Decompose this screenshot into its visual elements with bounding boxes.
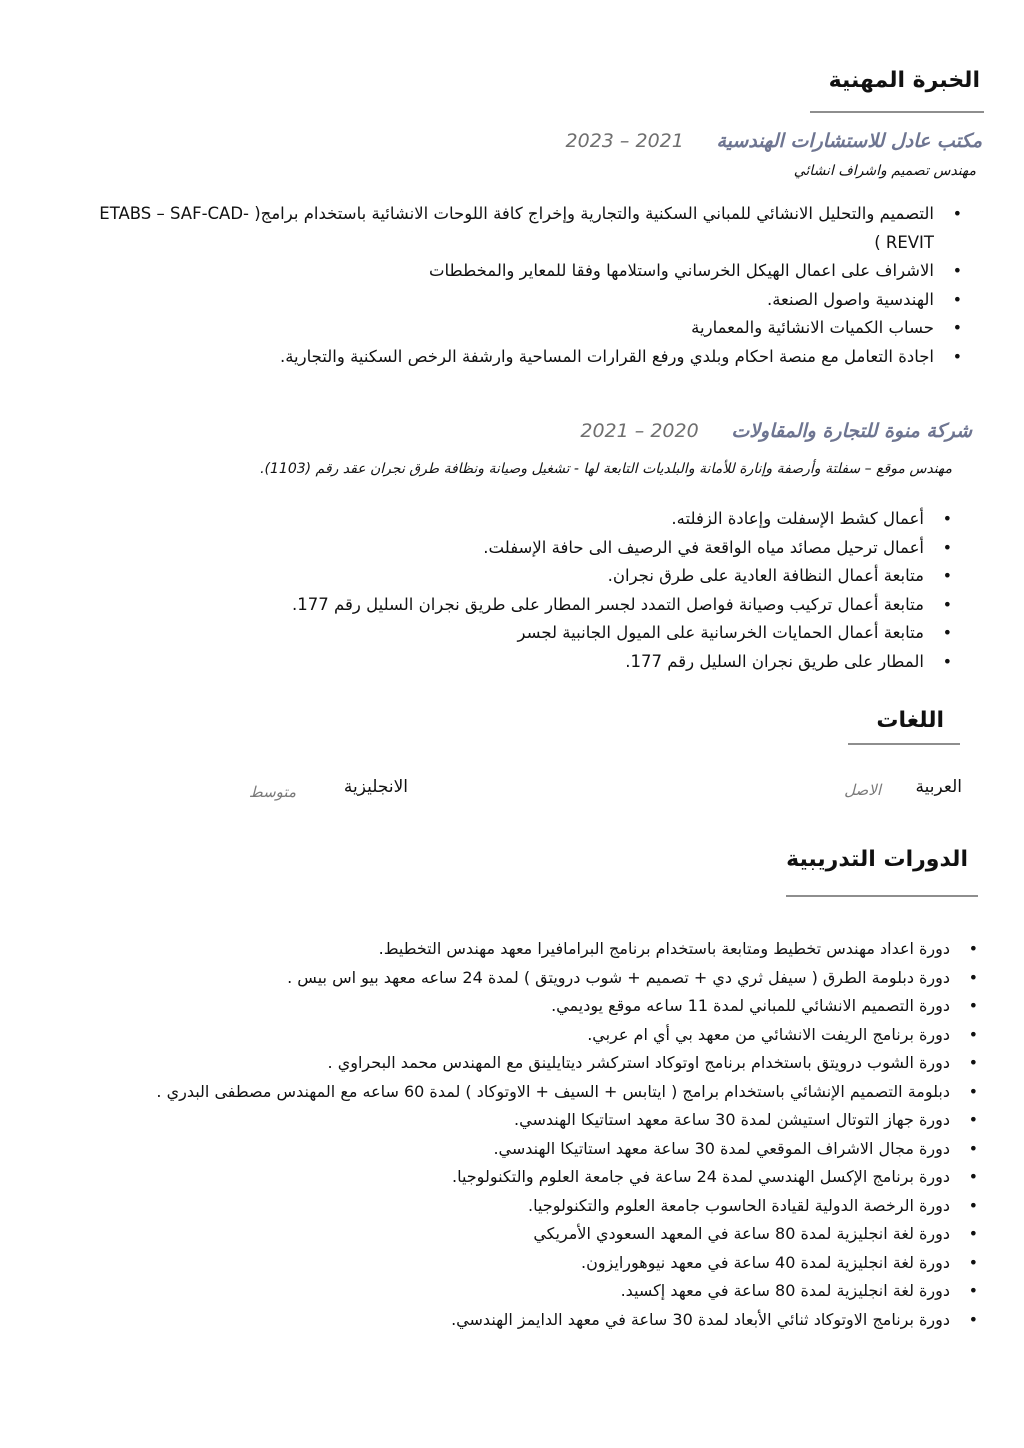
experience-heading-rule <box>810 111 984 113</box>
language-arabic: العربية <box>915 777 962 797</box>
list-item: • دورة الشوب درويتق باستخدام برنامج اوتوكاد استركشر ديتايلينق مع المهندس محمد البحراوي . <box>74 1049 984 1078</box>
job-2-header <box>580 420 972 442</box>
list-item: • التصميم والتحليل الانشائي للمباني السكنية والتجارية وإخراج كافة اللوحات الانشائية باستخدام برامج( ETABS – SAF-CAD-REVIT ) <box>58 200 968 257</box>
list-item: • حساب الكميات الانشائية والمعمارية <box>58 314 968 343</box>
list-item: • دورة برنامج الاوتوكاد ثنائي الأبعاد لمدة 30 ساعة في معهد الدايمز الهندسي. <box>74 1306 984 1335</box>
list-item: • دورة لغة انجليزية لمدة 80 ساعة في معهد إكسيد. <box>74 1277 984 1306</box>
list-item: • دورة اعداد مهندس تخطيط ومتابعة باستخدام برنامج البرامافيرا معهد مهندس التخطيط. <box>74 935 984 964</box>
language-arabic-level: الاصل <box>844 781 881 799</box>
courses-list <box>74 935 984 1334</box>
list-item: • دورة مجال الاشراف الموقعي لمدة 30 ساعة معهد استاتيكا الهندسي. <box>74 1135 984 1164</box>
courses-heading-rule <box>786 895 978 897</box>
job-1-role: مهندس تصميم واشراف انشائي <box>793 163 976 179</box>
list-item: • دورة لغة انجليزية لمدة 80 ساعة في المعهد السعودي الأمريكي <box>74 1220 984 1249</box>
job-2-dates: 2020 – 2021 <box>580 420 699 442</box>
list-item: • الاشراف على اعمال الهيكل الخرساني واستلامها وفقا للمعاير والمخططات <box>58 257 968 286</box>
experience-heading: الخبرة المهنية <box>828 68 980 93</box>
job-2-company: شركة منوة للتجارة والمقاولات <box>731 420 972 442</box>
list-item: • متابعة أعمال النظافة العادية على طرق نجران. <box>58 562 958 591</box>
list-item: • متابعة أعمال الحمايات الخرسانية على الميول الجانبية لجسر <box>58 619 958 648</box>
job-2-duties <box>58 505 958 676</box>
job-1-duties <box>58 200 968 371</box>
list-item: • دورة برنامج الإكسل الهندسي لمدة 24 ساعة في جامعة العلوم والتكنولوجيا. <box>74 1163 984 1192</box>
job-2-role: مهندس موقع – سفلتة وأرصفة وإنارة للأمانة والبلديات التابعة لها - تشغيل وصيانة ونظافة طرق نجران عقد رقم (1103). <box>260 461 952 477</box>
language-english-level: متوسط <box>248 783 296 801</box>
job-1-dates: 2021 – 2023 <box>565 130 684 152</box>
courses-heading: الدورات التدريبية <box>786 847 968 872</box>
job-1-company: مكتب عادل للاستشارات الهندسية <box>716 130 982 152</box>
list-item: • أعمال ترحيل مصائد مياه الواقعة في الرصيف الى حافة الإسفلت. <box>58 534 958 563</box>
list-item: • أعمال كشط الإسفلت وإعادة الزفلته. <box>58 505 958 534</box>
language-english: الانجليزية <box>343 777 408 797</box>
list-item: • المطار على طريق نجران السليل رقم 177. <box>58 648 958 677</box>
languages-heading: اللغات <box>876 708 944 733</box>
list-item: • الهندسية واصول الصنعة. <box>58 286 968 315</box>
job-1-header <box>566 130 982 152</box>
list-item: • دورة التصميم الانشائي للمباني لمدة 11 ساعه موقع يوديمي. <box>74 992 984 1021</box>
list-item: • اجادة التعامل مع منصة احكام وبلدي ورفع القرارات المساحية وارشفة الرخص السكنية والتجارية. <box>58 343 968 372</box>
list-item: • دورة دبلومة الطرق ( سيفل ثري دي + تصميم + شوب درويتق ) لمدة 24 ساعه معهد بيو اس بيس . <box>74 964 984 993</box>
languages-heading-rule <box>848 743 960 745</box>
list-item: • دورة برنامج الريفت الانشائي من معهد بي أي ام عربي. <box>74 1021 984 1050</box>
list-item: • دورة الرخصة الدولية لقيادة الحاسوب جامعة العلوم والتكنولوجيا. <box>74 1192 984 1221</box>
list-item: • متابعة أعمال تركيب وصيانة فواصل التمدد لجسر المطار على طريق نجران السليل رقم 177. <box>58 591 958 620</box>
list-item: • دورة لغة انجليزية لمدة 40 ساعة في معهد نيوهورايزون. <box>74 1249 984 1278</box>
list-item: • دورة جهاز التوتال استيشن لمدة 30 ساعة معهد استاتيكا الهندسي. <box>74 1106 984 1135</box>
list-item: • دبلومة التصميم الإنشائي باستخدام برامج ( ايتابس + السيف + الاوتوكاد ) لمدة 60 ساعه مع المهندس مصطفى البدري . <box>74 1078 984 1107</box>
